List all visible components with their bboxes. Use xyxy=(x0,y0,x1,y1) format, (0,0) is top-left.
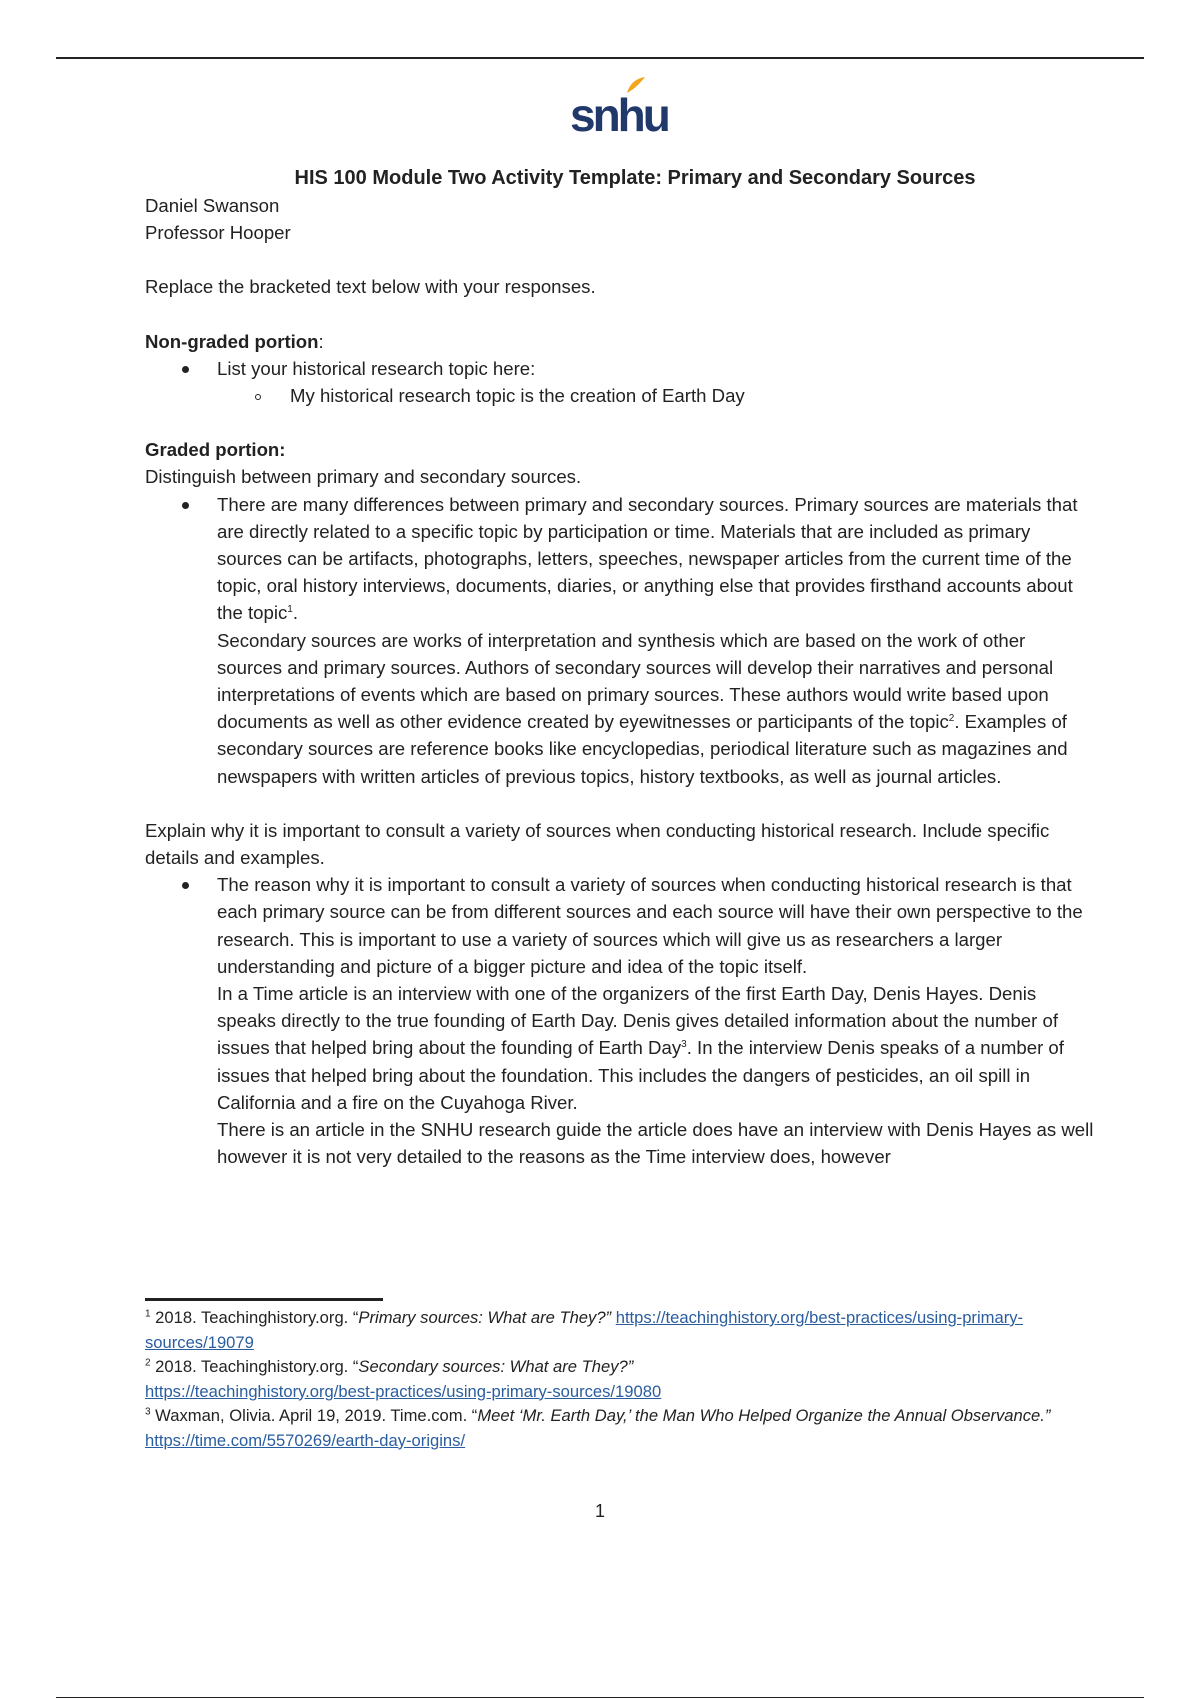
bullet-icon xyxy=(182,882,189,889)
page-title: HIS 100 Module Two Activity Template: Primary and Secondary Sources xyxy=(294,167,976,189)
footnote-link[interactable]: https://teachinghistory.org/best-practices/using-primary-sources/19079 xyxy=(145,1308,1024,1352)
answer-snhu-article: There is an article in the SNHU research guide the article does have an interview with Denis Hayes as well however it is not very detailed to the reasons as the Time interview does, however xyxy=(217,1119,1094,1168)
footnote-ref: 3 xyxy=(681,1039,687,1051)
document-body xyxy=(145,164,1095,1171)
bullet-icon xyxy=(182,366,189,373)
footnotes xyxy=(145,1306,1075,1453)
answer-time-article: In a Time article is an interview with one of the organizers of the first Earth Day, Denis Hayes. Denis speaks directly to the true founding of Earth Day. Denis gives detailed information about the number of issues that helped bring about the founding of Earth Day$^3$. In the interview Denis speaks of a number of issues that helped bring about the foundation. This includes the dangers of pesticides, an oil spill in California and a fire on the Cuyahoga River. xyxy=(217,983,1064,1113)
footnote-link[interactable]: https://time.com/5570269/earth-day-origins/ xyxy=(145,1430,466,1450)
author-name: Daniel Swanson xyxy=(145,195,280,216)
sub-bullet-icon xyxy=(255,394,261,400)
list-item: List your historical research topic here: xyxy=(145,355,1095,382)
professor-name: Professor Hooper xyxy=(145,222,291,244)
bullet-icon xyxy=(182,502,189,509)
answer-variety: The reason why it is important to consult a variety of sources when conducting historical research is that each primary source can be from different sources and each source will have their own perspective to the research. This is important to use a variety of sources which will give us as researchers a larger understanding and picture of a bigger picture and idea of the topic itself. xyxy=(145,871,1095,980)
page-number: 1 xyxy=(594,1501,605,1521)
answer-secondary: Secondary sources are works of interpretation and synthesis which are based on the work of other sources and primary sources. Authors of secondary sources will develop their narratives and personal interpretations of events which are based on primary sources. These authors would write based upon documents as well as other evidence created by eyewitnesses or participants of the topic$^2$. Examples of secondary sources are reference books like encyclopedias, periodical literature such as magazines and newspapers with written articles of previous topics, history textbooks, as well as journal articles. xyxy=(217,629,1068,787)
snhu-logo xyxy=(568,76,668,141)
footnote-ref: 1 xyxy=(287,604,293,616)
logo-wordmark: snhu xyxy=(570,89,668,141)
footnote-link[interactable]: https://teachinghistory.org/best-practices/using-primary-sources/19080 xyxy=(145,1381,662,1401)
leaf-icon xyxy=(626,76,646,94)
footnote-separator xyxy=(145,1298,383,1301)
prompt-variety: Explain why it is important to consult a variety of sources when conducting historical research. Include specific details and examples. xyxy=(145,819,1050,869)
instructions: Replace the bracketed text below with your responses. xyxy=(145,276,596,298)
footer-rule xyxy=(56,1697,1144,1698)
prompt-distinguish: Distinguish between primary and secondary sources. xyxy=(145,466,582,488)
graded-heading: Graded portion: xyxy=(145,439,286,461)
footnote: $^3$ Waxman, Olivia. April 19, 2019. Time.com. “Meet ‘Mr. Earth Day,’ the Man Who Helped Organize the Annual Observance.” https://time.com/5570269/earth-day-origins/ xyxy=(145,1406,1051,1450)
answer-distinguish: There are many differences between primary and secondary sources. Primary sources are materials that are directly related to a specific topic by participation or time. Materials that are included as primary sources can be artifacts, photographs, letters, speeches, newspaper articles from the current time of the topic, oral history interviews, documents, diaries, or anything else that provides firsthand accounts about the topic$^1$. xyxy=(145,491,1095,627)
footnote: $^1$ 2018. Teachinghistory.org. “Primary sources: What are They?” https://teachinghistory.org/best-practices/using-primary-sources/19079 xyxy=(145,1308,1024,1352)
header-rule xyxy=(56,57,1144,59)
footnote: $^2$ 2018. Teachinghistory.org. “Secondary sources: What are They?” https://teachinghistory.org/best-practices/using-primary-sources/19080 xyxy=(145,1357,662,1401)
list-item: My historical research topic is the creation of Earth Day xyxy=(145,382,1095,409)
footnote-ref: 2 xyxy=(948,713,955,725)
nongraded-heading: Non-graded portion: xyxy=(145,330,324,352)
